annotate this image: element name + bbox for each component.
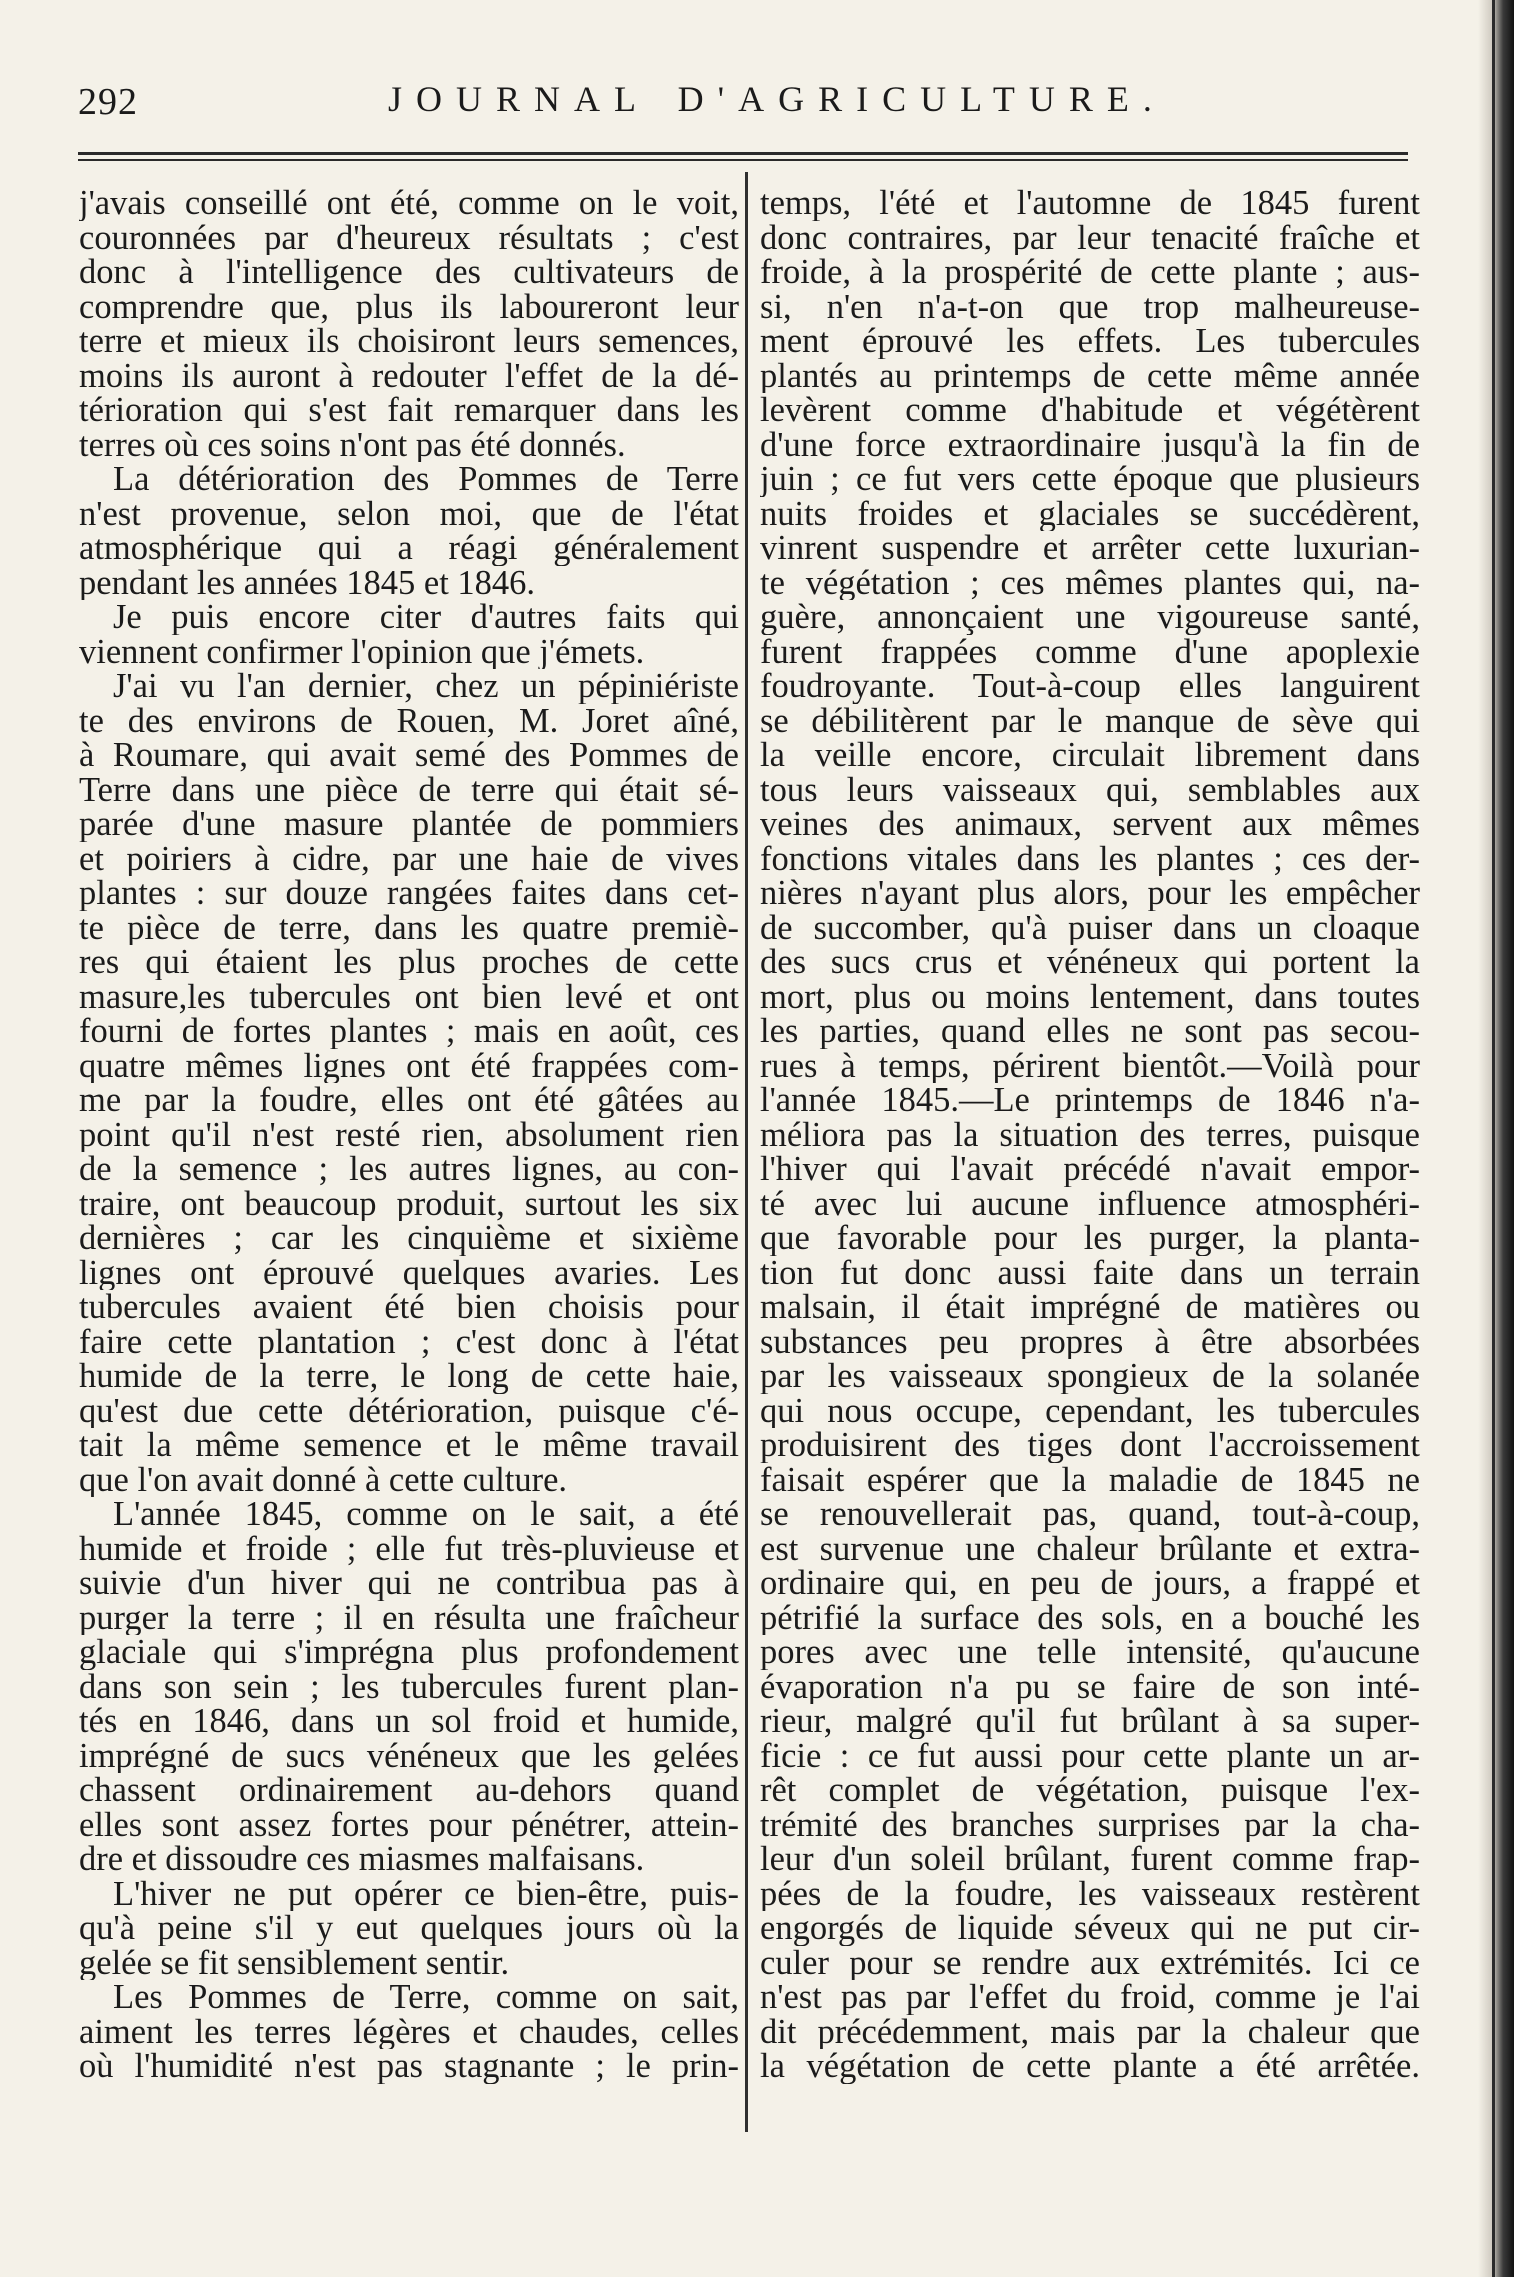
text-line: culer pour se rendre aux extrémités. Ici ce bbox=[760, 1945, 1420, 1980]
text-line: n'est pas par l'effet du froid, comme je l'ai bbox=[760, 1980, 1420, 2015]
text-line: faire cette plantation ; c'est donc à l'état bbox=[79, 1324, 739, 1359]
text-line: quatre mêmes lignes ont été frappées com- bbox=[79, 1048, 739, 1083]
text-line: malsain, il était imprégné de matières ou bbox=[760, 1290, 1420, 1325]
text-line: l'hiver qui l'avait précédé n'avait empor- bbox=[760, 1152, 1420, 1187]
text-line: donc contraires, par leur tenacité fraîche et bbox=[760, 220, 1420, 255]
text-line: te des environs de Rouen, M. Joret aîné, bbox=[79, 703, 739, 738]
left-column bbox=[79, 186, 739, 2084]
text-line: suivie d'un hiver qui ne contribua pas à bbox=[79, 1566, 739, 1601]
text-line: de la semence ; les autres lignes, au con- bbox=[79, 1152, 739, 1187]
text-line: terres où ces soins n'ont pas été donnés. bbox=[79, 427, 626, 462]
text-line: faisait espérer que la maladie de 1845 ne bbox=[760, 1462, 1420, 1497]
text-line: L'hiver ne put opérer ce bien-être, puis- bbox=[113, 1876, 739, 1911]
text-line: par les vaisseaux spongieux de la solanée bbox=[760, 1359, 1420, 1394]
text-line: pétrifié la surface des sols, en a bouché les bbox=[760, 1600, 1420, 1635]
text-line: guère, annonçaient une vigoureuse santé, bbox=[760, 600, 1420, 635]
text-line: plantes : sur douze rangées faites dans cet- bbox=[79, 876, 739, 911]
page-header bbox=[78, 72, 1408, 132]
text-line: pées de la foudre, les vaisseaux restèrent bbox=[760, 1876, 1420, 1911]
text-line: à Roumare, qui avait semé des Pommes de bbox=[79, 738, 739, 773]
text-line: purger la terre ; il en résulta une fraîcheur bbox=[79, 1600, 739, 1635]
text-line: veines des animaux, servent aux mêmes bbox=[760, 807, 1420, 842]
text-line: dernières ; car les cinquième et sixième bbox=[79, 1221, 739, 1256]
text-line: temps, l'été et l'automne de 1845 furent bbox=[760, 186, 1420, 221]
running-title: JOURNAL D'AGRICULTURE. bbox=[388, 79, 1166, 119]
text-line: que favorable pour les purger, la planta- bbox=[760, 1221, 1420, 1256]
text-line: la veille encore, circulait librement dans bbox=[760, 738, 1420, 773]
text-line: rues à temps, périrent bientôt.—Voilà pour bbox=[760, 1048, 1420, 1083]
text-line: froide, à la prospérité de cette plante ; aus- bbox=[760, 255, 1420, 290]
text-line: humide et froide ; elle fut très-pluvieuse et bbox=[79, 1531, 739, 1566]
page-number: 292 bbox=[78, 81, 138, 123]
column-divider bbox=[745, 172, 748, 2132]
page-edge bbox=[1478, 0, 1514, 2277]
text-line: pendant les années 1845 et 1846. bbox=[79, 565, 536, 600]
header-rule-bottom bbox=[78, 159, 1408, 161]
text-line: se renouvellerait pas, quand, tout-à-coup, bbox=[760, 1497, 1420, 1532]
text-line: parée d'une masure plantée de pommiers bbox=[79, 807, 739, 842]
text-line: elles sont assez fortes pour pénétrer, attein- bbox=[79, 1807, 739, 1842]
text-line: engorgés de liquide séveux qui ne put cir- bbox=[760, 1911, 1420, 1946]
text-line: moins ils auront à redouter l'effet de la dé- bbox=[79, 358, 739, 393]
text-line: comprendre que, plus ils laboureront leur bbox=[79, 289, 739, 324]
text-line: et poiriers à cidre, par une haie de vives bbox=[79, 841, 739, 876]
text-line: tait la même semence et le même travail bbox=[79, 1428, 739, 1463]
text-line: tion fut donc aussi faite dans un terrain bbox=[760, 1255, 1420, 1290]
text-line: n'est provenue, selon moi, que de l'état bbox=[79, 496, 739, 531]
text-line: produisirent des tiges dont l'accroissement bbox=[760, 1428, 1420, 1463]
text-line: dre et dissoudre ces miasmes malfaisans. bbox=[79, 1842, 645, 1877]
text-line: mort, plus ou moins lentement, dans toutes bbox=[760, 979, 1420, 1014]
text-line: qui nous occupe, cependant, les tubercules bbox=[760, 1393, 1420, 1428]
text-line: méliora pas la situation des terres, puisque bbox=[760, 1117, 1420, 1152]
text-line: aiment les terres légères et chaudes, celles bbox=[79, 2014, 739, 2049]
text-line: res qui étaient les plus proches de cette bbox=[79, 945, 739, 980]
text-line: glaciale qui s'imprégna plus profondement bbox=[79, 1635, 739, 1670]
text-line: ordinaire qui, en peu de jours, a frappé et bbox=[760, 1566, 1420, 1601]
text-line: te végétation ; ces mêmes plantes qui, na- bbox=[760, 565, 1420, 600]
text-line: se débilitèrent par le manque de sève qui bbox=[760, 703, 1420, 738]
text-line: d'une force extraordinaire jusqu'à la fin de bbox=[760, 427, 1420, 462]
text-line: traire, ont beaucoup produit, surtout les six bbox=[79, 1186, 739, 1221]
text-line: foudroyante. Tout-à-coup elles languirent bbox=[760, 669, 1420, 704]
text-line: dit précédemment, mais par la chaleur que bbox=[760, 2014, 1420, 2049]
text-line: l'année 1845.—Le printemps de 1846 n'a- bbox=[760, 1083, 1420, 1118]
text-line: tés en 1846, dans un sol froid et humide, bbox=[79, 1704, 739, 1739]
text-line: terre et mieux ils choisiront leurs semences, bbox=[79, 324, 739, 359]
text-line: où l'humidité n'est pas stagnante ; le prin- bbox=[79, 2049, 739, 2084]
text-line: la végétation de cette plante a été arrêtée. bbox=[760, 2049, 1420, 2084]
text-line: La détérioration des Pommes de Terre bbox=[113, 462, 739, 497]
text-line: Terre dans une pièce de terre qui était sé- bbox=[79, 772, 739, 807]
text-line: ficie : ce fut aussi pour cette plante un ar- bbox=[760, 1738, 1420, 1773]
text-line: plantés au printemps de cette même année bbox=[760, 358, 1420, 393]
text-line: furent frappées comme d'une apoplexie bbox=[760, 634, 1420, 669]
text-line: donc à l'intelligence des cultivateurs de bbox=[79, 255, 739, 290]
text-line: chassent ordinairement au-dehors quand bbox=[79, 1773, 739, 1808]
text-line: vinrent suspendre et arrêter cette luxurian- bbox=[760, 531, 1420, 566]
text-line: L'année 1845, comme on le sait, a été bbox=[113, 1497, 739, 1532]
text-line: ment éprouvé les effets. Les tubercules bbox=[760, 324, 1420, 359]
text-line: térioration qui s'est fait remarquer dans les bbox=[79, 393, 739, 428]
text-line: imprégné de sucs vénéneux que les gelées bbox=[79, 1738, 739, 1773]
text-line: gelée se fit sensiblement sentir. bbox=[79, 1945, 510, 1980]
text-line: les parties, quand elles ne sont pas secou- bbox=[760, 1014, 1420, 1049]
text-line: dans son sein ; les tubercules furent plan- bbox=[79, 1669, 739, 1704]
text-line: trémité des branches surprises par la cha- bbox=[760, 1807, 1420, 1842]
text-line: couronnées par d'heureux résultats ; c'est bbox=[79, 220, 739, 255]
text-line: si, n'en n'a-t-on que trop malheureuse- bbox=[760, 289, 1420, 324]
text-line: te pièce de terre, dans les quatre premiè- bbox=[79, 910, 739, 945]
text-line: substances peu propres à être absorbées bbox=[760, 1324, 1420, 1359]
text-line: leur d'un soleil brûlant, furent comme frap- bbox=[760, 1842, 1420, 1877]
text-line: des sucs crus et vénéneux qui portent la bbox=[760, 945, 1420, 980]
text-line: de succomber, qu'à puiser dans un cloaque bbox=[760, 910, 1420, 945]
text-line: j'avais conseillé ont été, comme on le voit, bbox=[79, 186, 739, 221]
text-line: té avec lui aucune influence atmosphéri- bbox=[760, 1186, 1420, 1221]
text-line: fonctions vitales dans les plantes ; ces der- bbox=[760, 841, 1420, 876]
text-line: pores avec une telle intensité, qu'aucune bbox=[760, 1635, 1420, 1670]
text-line: rieur, malgré qu'il fut brûlant à sa super- bbox=[760, 1704, 1420, 1739]
text-line: tubercules avaient été bien choisis pour bbox=[79, 1290, 739, 1325]
text-line: juin ; ce fut vers cette époque que plusieurs bbox=[760, 462, 1420, 497]
text-line: évaporation n'a pu se faire de son inté- bbox=[760, 1669, 1420, 1704]
text-line: que l'on avait donné à cette culture. bbox=[79, 1462, 568, 1497]
text-line: masure,les tubercules ont bien levé et ont bbox=[79, 979, 739, 1014]
text-line: qu'est due cette détérioration, puisque c'é- bbox=[79, 1393, 739, 1428]
text-line: fourni de fortes plantes ; mais en août, ces bbox=[79, 1014, 739, 1049]
header-rule-top bbox=[78, 152, 1408, 155]
text-line: Les Pommes de Terre, comme on sait, bbox=[113, 1980, 739, 2015]
right-column bbox=[760, 186, 1420, 2084]
text-line: viennent confirmer l'opinion que j'émets. bbox=[79, 634, 645, 669]
text-line: lignes ont éprouvé quelques avaries. Les bbox=[79, 1255, 739, 1290]
text-line: J'ai vu l'an dernier, chez un pépiniériste bbox=[113, 669, 739, 704]
text-line: levèrent comme d'habitude et végétèrent bbox=[760, 393, 1420, 428]
text-line: tous leurs vaisseaux qui, semblables aux bbox=[760, 772, 1420, 807]
text-line: atmosphérique qui a réagi généralement bbox=[79, 531, 739, 566]
text-line: humide de la terre, le long de cette haie, bbox=[79, 1359, 739, 1394]
text-line: Je puis encore citer d'autres faits qui bbox=[113, 600, 739, 635]
text-line: me par la foudre, elles ont été gâtées au bbox=[79, 1083, 739, 1118]
text-line: nuits froides et glaciales se succédèrent, bbox=[760, 496, 1420, 531]
text-line: rêt complet de végétation, puisque l'ex- bbox=[760, 1773, 1420, 1808]
text-line: qu'à peine s'il y eut quelques jours où la bbox=[79, 1911, 739, 1946]
text-line: est survenue une chaleur brûlante et extra- bbox=[760, 1531, 1420, 1566]
text-line: nières n'ayant plus alors, pour les empêcher bbox=[760, 876, 1420, 911]
text-line: point qu'il n'est resté rien, absolument rien bbox=[79, 1117, 739, 1152]
